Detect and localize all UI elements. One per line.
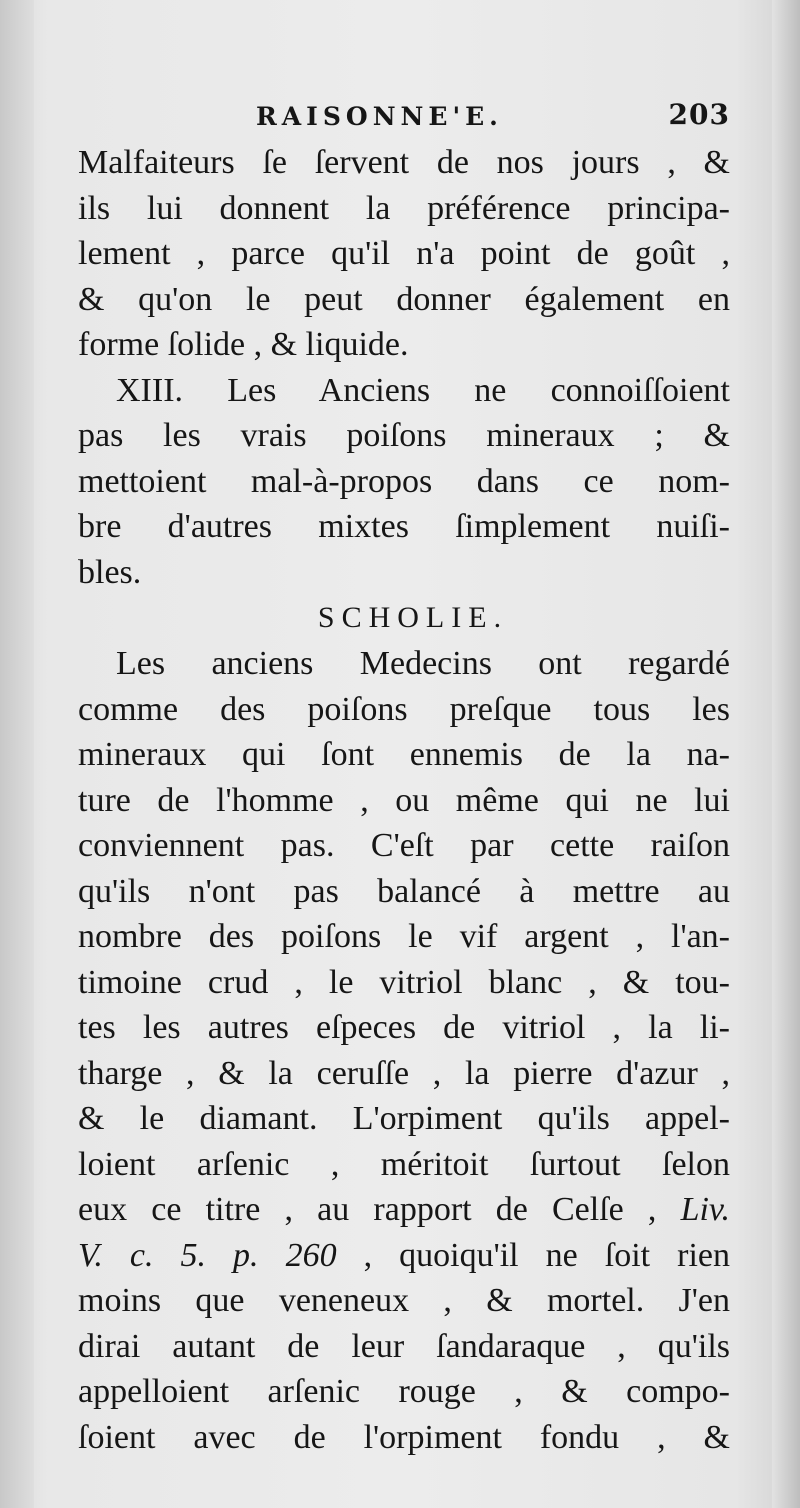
text-line: Malfaiteurs ſe ſervent de nos jours , & xyxy=(78,144,730,181)
text-line: dirai autant de leur ſandaraque , qu'ils xyxy=(78,1327,730,1365)
page-header xyxy=(78,96,730,140)
text-line: mettoient mal-à-propos dans ce nom- xyxy=(78,462,730,500)
text-line: ſoient avec de l'orpiment fondu , & xyxy=(78,1418,730,1456)
text-line: Les anciens Medecins ont regardé xyxy=(116,645,730,682)
text-line: nombre des poiſons le vif argent , l'an- xyxy=(78,918,730,955)
text-line: timoine crud , le vitriol blanc , & tou- xyxy=(78,963,730,1001)
paragraph-1 xyxy=(78,140,730,368)
text-line: mineraux qui ſont ennemis de la na- xyxy=(78,736,730,773)
text-line: ils lui donnent la préférence principa- xyxy=(78,189,730,227)
page-edge-right xyxy=(772,0,800,1508)
text-line: comme des poiſons preſque tous les xyxy=(78,690,730,728)
scholie-heading: SCHOLIE. xyxy=(317,601,509,634)
text-line: & qu'on le peut donner également en xyxy=(78,280,730,318)
page-gutter-left xyxy=(0,0,34,1508)
reference-citation: V. c. 5. p. 260 xyxy=(78,1236,337,1274)
text-span: , quoiqu'il ne ſoit rien xyxy=(336,1236,730,1274)
text-line-with-reference xyxy=(78,1233,730,1279)
page-number: 203 xyxy=(668,98,730,131)
text-line-with-reference xyxy=(78,1187,730,1233)
text-line: & le diamant. L'orpiment qu'ils appel- xyxy=(78,1100,730,1137)
text-line: tharge , & la ceruſſe , la pierre d'azur , xyxy=(78,1054,730,1092)
text-line: moins que veneneux , & mortel. J'en xyxy=(78,1282,730,1319)
text-line: ture de l'homme , ou même qui ne lui xyxy=(78,781,730,819)
text-line: conviennent pas. C'eſt par cette raiſon xyxy=(78,827,730,864)
text-line: qu'ils n'ont pas balancé à mettre au xyxy=(78,872,730,910)
text-line: appelloient arſenic rouge , & compo- xyxy=(78,1373,730,1410)
text-line: tes les autres eſpeces de vitriol , la li- xyxy=(78,1009,730,1046)
text-line: XIII. Les Anciens ne connoiſſoient xyxy=(116,371,730,409)
text-line: loient arſenic , méritoit ſurtout ſelon xyxy=(78,1145,730,1183)
text-line: bles. xyxy=(78,553,142,591)
text-line: bre d'autres mixtes ſimplement nuiſi- xyxy=(78,508,730,545)
text-block xyxy=(78,96,730,1460)
text-span: eux ce titre , au rapport de Celſe , xyxy=(78,1191,657,1228)
running-head: RAISONNE'E. xyxy=(256,102,503,131)
section-xiii xyxy=(78,368,730,596)
text-line: forme ſolide , & liquide. xyxy=(78,326,409,363)
reference-citation: Liv. xyxy=(680,1191,731,1228)
scholie-paragraph xyxy=(78,641,730,1460)
text-line: lement , parce qu'il n'a point de goût , xyxy=(78,235,730,272)
text-line: pas les vrais poiſons mineraux ; & xyxy=(78,417,730,454)
